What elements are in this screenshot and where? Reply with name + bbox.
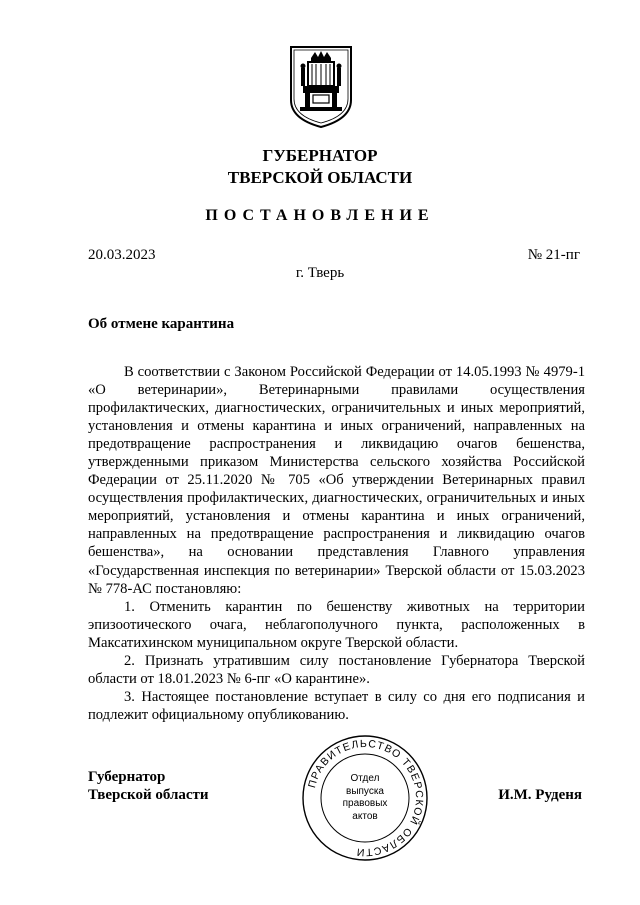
body-item-2: 2. Признать утратившим силу постановление Губернатора Тверской области от 18.01.2023 № 6-пг «О карантине». bbox=[88, 652, 585, 687]
document-city: г. Тверь bbox=[295, 265, 345, 281]
document-type-heading: ПОСТАНОВЛЕНИЕ bbox=[205, 207, 435, 224]
signatory-position-line2: Тверской области bbox=[88, 787, 209, 803]
document-subject: Об отмене карантина bbox=[88, 316, 235, 332]
stamp-center-text bbox=[300, 733, 430, 863]
stamp-ring-text: ПРАВИТЕЛЬСТВО ТВЕРСКОЙ ОБЛАСТИ bbox=[306, 737, 426, 859]
document-date: 20.03.2023 bbox=[88, 247, 156, 263]
tver-coat-of-arms-icon bbox=[288, 44, 354, 130]
signatory-position bbox=[88, 768, 209, 804]
document-body bbox=[88, 363, 585, 724]
signatory-name: И.М. Руденя bbox=[498, 787, 582, 803]
issuer-title-line2: ТВЕРСКОЙ ОБЛАСТИ bbox=[227, 168, 413, 187]
stamp-line1: Отдел bbox=[350, 773, 380, 784]
signatory-position-line1: Губернатор bbox=[88, 769, 166, 785]
body-preamble: В соответствии с Законом Российской Федерации от 14.05.1993 № 4979-1 «О ветеринарии», Ветеринарными правилами осуществления профилактических, диагностических, ограничительных и иных мероприятий, установления и отмены карантина и иных ограничений, направленных на предотвращение распространения и ликвидацию очагов бешенства, утвержденными приказом Министерства сельского хозяйства Российской Федерации от 25.11.2020 № 705 «Об утверждении Ветеринарных правил осуществления профилактических, диагностических, ограничительных и иных мероприятий, установления и отмены карантина и иных ограничений, направленных на предотвращение распространения и ликвидацию очагов бешенства», на основании представления Главного управления «Государственная инспекция по ветеринарии» Тверской области от 15.03.2023 № 778-АС постановляю: bbox=[88, 364, 585, 597]
stamp-line3: правовых bbox=[342, 798, 388, 809]
stamp-line2: выпуска bbox=[346, 785, 384, 797]
official-stamp bbox=[300, 733, 430, 863]
body-item-1: 1. Отменить карантин по бешенству животных на территории эпизоотического очага, неблагополучного пункта, расположенных в Максатихинском муниципальном округе Тверской области. bbox=[88, 598, 585, 651]
stamp-line4: актов bbox=[352, 810, 378, 822]
document-number: № 21-пг bbox=[527, 247, 580, 263]
body-item-3: 3. Настоящее постановление вступает в силу со дня его подписания и подлежит официальному опубликованию. bbox=[88, 688, 585, 723]
issuer-title-line1: ГУБЕРНАТОР bbox=[262, 146, 378, 165]
